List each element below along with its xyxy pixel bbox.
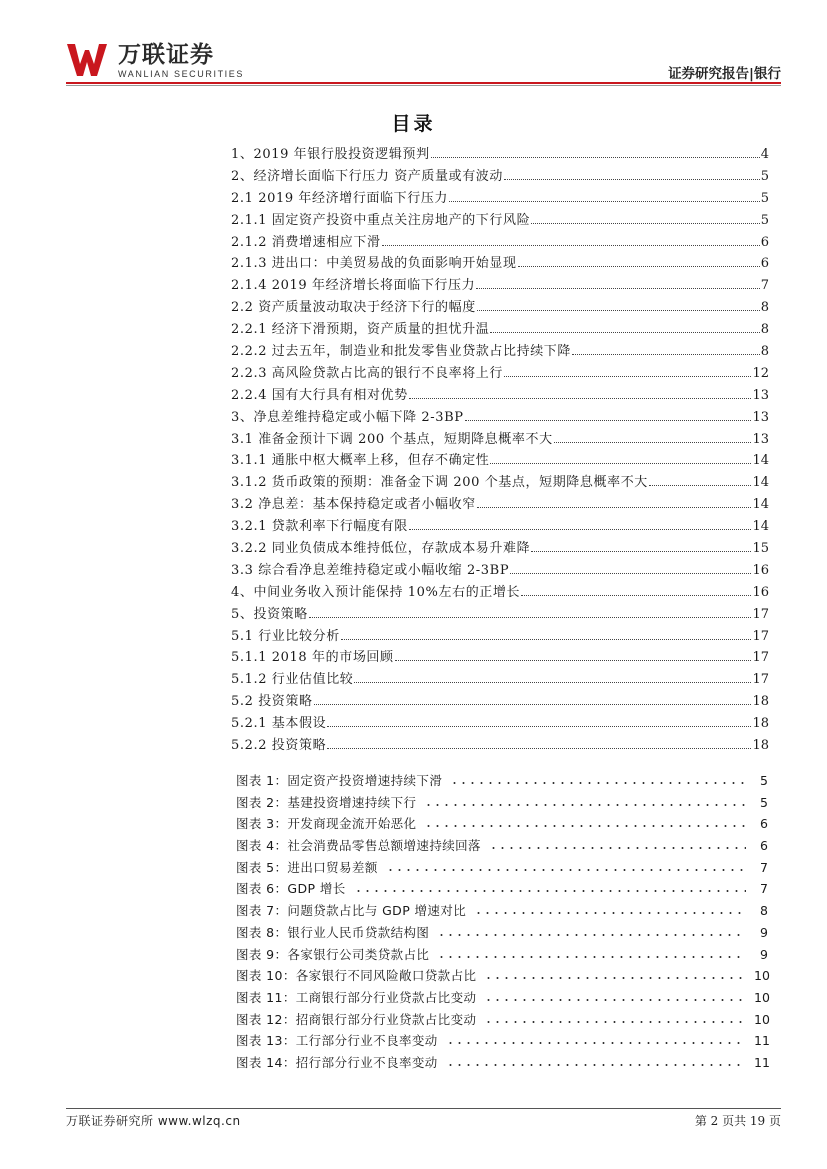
- figure-entry[interactable]: [236, 1031, 768, 1053]
- figure-entry-page: 9: [760, 924, 768, 940]
- dot-leader: [489, 838, 746, 850]
- toc-entry-label: 2.2.4 国有大行具有相对优势: [231, 387, 408, 403]
- toc-entry-label: 2.1.4 2019 年经济增长将面临下行压力: [231, 278, 476, 294]
- toc-entry-label: 2.1.2 消费增速相应下滑: [231, 234, 381, 250]
- dot-leader: [649, 485, 752, 486]
- toc-entry-label: 2.2 资产质量波动取决于经济下行的幅度: [231, 300, 476, 316]
- dot-leader: [450, 773, 746, 785]
- dot-leader: [484, 1012, 746, 1024]
- toc-entry[interactable]: [231, 692, 769, 714]
- toc-entry-label: 3、净息差维持稳定或小幅下降 2-3BP: [231, 409, 464, 425]
- toc-entry-label: 5.1.2 行业估值比较: [231, 672, 354, 688]
- toc-entry-label: 5.2 投资策略: [231, 694, 313, 710]
- toc-entry-page: 14: [752, 453, 769, 469]
- toc-entry[interactable]: [231, 254, 769, 276]
- toc-entry-page: 17: [752, 672, 769, 688]
- figure-entry-page: 7: [760, 859, 768, 875]
- dot-leader: [341, 639, 752, 640]
- dot-leader: [309, 617, 752, 618]
- toc-entry-label: 4、中间业务收入预计能保持 10%左右的正增长: [231, 584, 521, 600]
- dot-leader: [314, 704, 752, 705]
- figure-entry-label: 图表 11：工商银行部分行业贷款占比变动: [236, 989, 477, 1005]
- dot-leader: [504, 376, 751, 377]
- figure-entry-page: 11: [754, 1033, 770, 1049]
- footer-publisher: 万联证券研究所 www.wlzq.cn: [66, 1114, 241, 1128]
- toc-entry-label: 5.1.1 2018 年的市场回顾: [231, 650, 394, 666]
- toc-entry-page: 18: [752, 716, 769, 732]
- dot-leader: [484, 968, 746, 980]
- figure-entry[interactable]: [236, 858, 768, 880]
- toc-entry-page: 13: [752, 387, 769, 403]
- figure-entry-label: 图表 5：进出口贸易差额: [236, 859, 378, 875]
- toc-entry-label: 5.2.1 基本假设: [231, 716, 327, 732]
- figure-entry-label: 图表 6：GDP 增长: [236, 881, 346, 897]
- toc-entry[interactable]: [231, 276, 769, 298]
- dot-leader: [424, 816, 746, 828]
- toc-entry-page: 5: [760, 190, 769, 206]
- toc-entry-page: 8: [760, 344, 769, 360]
- toc-entry[interactable]: [231, 408, 769, 430]
- toc-entry-label: 2.2.3 高风险贷款占比高的银行不良率将上行: [231, 365, 504, 381]
- logo-english-name: WANLIAN SECURITIES: [118, 69, 244, 79]
- figure-entry[interactable]: [236, 901, 768, 923]
- toc-entry-label: 2.1.3 进出口：中美贸易战的负面影响开始显现: [231, 256, 517, 272]
- figure-entry[interactable]: [236, 966, 768, 988]
- dot-leader: [477, 310, 760, 311]
- toc-entry-page: 14: [752, 497, 769, 513]
- toc-entry-label: 5.1 行业比较分析: [231, 628, 340, 644]
- toc-entry[interactable]: [231, 298, 769, 320]
- toc-entry[interactable]: [231, 561, 769, 583]
- header-divider-gray: [66, 85, 781, 86]
- toc-entry-label: 3.1.1 通胀中枢大概率上移，但存不确定性: [231, 453, 490, 469]
- dot-leader: [484, 990, 746, 1002]
- dot-leader: [354, 682, 751, 683]
- dot-leader: [510, 573, 751, 574]
- toc-entry[interactable]: [231, 430, 769, 452]
- toc-entry-page: 13: [752, 431, 769, 447]
- header-divider-red: [66, 82, 781, 84]
- table-of-contents: [231, 145, 769, 758]
- dot-leader: [504, 179, 760, 180]
- dot-leader: [446, 1055, 746, 1067]
- toc-entry-label: 2、经济增长面临下行压力 资产质量或有波动: [231, 168, 504, 184]
- dot-leader: [446, 1033, 746, 1045]
- toc-entry-label: 2.1.1 固定资产投资中重点关注房地产的下行风险: [231, 212, 531, 228]
- dot-leader: [424, 795, 746, 807]
- toc-entry-label: 3.1 准备金预计下调 200 个基点，短期降息概率不大: [231, 431, 553, 447]
- page-number: 第 2 页共 19 页: [694, 1114, 781, 1128]
- dot-leader: [490, 463, 751, 464]
- figure-entry[interactable]: [236, 814, 768, 836]
- dot-leader: [327, 748, 751, 749]
- toc-entry[interactable]: [231, 714, 769, 736]
- toc-entry[interactable]: [231, 670, 769, 692]
- figure-entry-page: 7: [760, 881, 768, 897]
- figure-entry[interactable]: [236, 945, 768, 967]
- toc-entry-page: 12: [752, 365, 769, 381]
- toc-entry-page: 7: [760, 278, 769, 294]
- dot-leader: [409, 398, 752, 399]
- figure-entry-page: 6: [760, 838, 768, 854]
- toc-entry-label: 5、投资策略: [231, 606, 308, 622]
- dot-leader: [476, 288, 759, 289]
- dot-leader: [474, 903, 746, 915]
- figure-entry[interactable]: [236, 836, 768, 858]
- figure-entry[interactable]: [236, 771, 768, 793]
- toc-entry[interactable]: [231, 167, 769, 189]
- toc-entry-label: 1、2019 年银行股投资逻辑预判: [231, 147, 430, 162]
- toc-entry[interactable]: [231, 386, 769, 408]
- dot-leader: [521, 595, 751, 596]
- figure-entry-label: 图表 8：银行业人民币贷款结构图: [236, 924, 430, 940]
- toc-entry-page: 5: [760, 168, 769, 184]
- toc-entry[interactable]: [231, 736, 769, 758]
- toc-entry-label: 2.2.1 经济下滑预期，资产质量的担忧升温: [231, 322, 490, 338]
- toc-entry[interactable]: [231, 451, 769, 473]
- toc-entry[interactable]: [231, 583, 769, 605]
- logo-chinese-name: 万联证券: [118, 42, 214, 68]
- figure-entry[interactable]: [236, 923, 768, 945]
- footer-divider: [66, 1108, 781, 1109]
- toc-entry[interactable]: [231, 342, 769, 364]
- company-logo: [66, 42, 244, 82]
- toc-entry-page: 14: [752, 475, 769, 491]
- figure-entry-page: 10: [754, 989, 770, 1005]
- figure-entry-label: 图表 4：社会消费品零售总额增速持续回落: [236, 838, 481, 854]
- toc-entry[interactable]: [231, 495, 769, 517]
- toc-entry-page: 14: [752, 519, 769, 535]
- wanlian-logo-icon: [66, 42, 108, 78]
- figure-entry-page: 10: [754, 1011, 770, 1027]
- toc-entry-page: 18: [752, 738, 769, 754]
- dot-leader: [465, 420, 752, 421]
- toc-entry[interactable]: [231, 211, 769, 233]
- figure-entry-page: 6: [760, 816, 768, 832]
- figure-entry[interactable]: [236, 879, 768, 901]
- toc-entry[interactable]: [231, 189, 769, 211]
- toc-entry-page: 6: [760, 234, 769, 250]
- toc-entry[interactable]: [231, 627, 769, 649]
- toc-entry-page: 6: [760, 256, 769, 272]
- toc-entry-page: 15: [752, 541, 769, 557]
- figure-entry-page: 5: [760, 773, 768, 788]
- dot-leader: [354, 881, 746, 893]
- figure-entry[interactable]: [236, 988, 768, 1010]
- figure-entry-label: 图表 14：招行部分行业不良率变动: [236, 1054, 438, 1070]
- dot-leader: [531, 551, 751, 552]
- figure-entry-label: 图表 13：工行部分行业不良率变动: [236, 1033, 438, 1049]
- figure-entry-label: 图表 12：招商银行部分行业贷款占比变动: [236, 1011, 477, 1027]
- toc-entry-page: 16: [752, 584, 769, 600]
- toc-title: 目录: [391, 113, 436, 135]
- list-of-figures: [236, 771, 768, 1075]
- dot-leader: [437, 925, 746, 937]
- toc-entry-page: 8: [760, 322, 769, 338]
- figure-entry-page: 9: [760, 946, 768, 962]
- figure-entry[interactable]: [236, 1010, 768, 1032]
- toc-entry-label: 3.2.2 同业负债成本维持低位，存款成本易升难降: [231, 541, 531, 557]
- figure-entry-label: 图表 7：问题贷款占比与 GDP 增速对比: [236, 903, 467, 919]
- toc-entry-page: 16: [752, 562, 769, 578]
- toc-entry[interactable]: [231, 517, 769, 539]
- toc-entry-label: 5.2.2 投资策略: [231, 738, 327, 754]
- toc-entry-label: 2.1 2019 年经济增行面临下行压力: [231, 190, 449, 206]
- toc-entry[interactable]: [231, 473, 769, 495]
- toc-entry-page: 13: [752, 409, 769, 425]
- toc-entry-page: 17: [752, 606, 769, 622]
- dot-leader: [518, 266, 760, 267]
- dot-leader: [531, 223, 760, 224]
- dot-leader: [490, 332, 759, 333]
- dot-leader: [431, 157, 760, 158]
- toc-entry-page: 8: [760, 300, 769, 316]
- figure-entry-label: 图表 1：固定资产投资增速持续下滑: [236, 773, 443, 788]
- dot-leader: [395, 660, 752, 661]
- dot-leader: [382, 245, 760, 246]
- toc-entry-page: 4: [760, 147, 769, 162]
- toc-entry-page: 18: [752, 694, 769, 710]
- dot-leader: [437, 947, 746, 959]
- toc-entry-page: 17: [752, 628, 769, 644]
- toc-entry-label: 3.3 综合看净息差维持稳定或小幅收缩 2-3BP: [231, 562, 510, 578]
- report-type-label: 证券研究报告|银行: [668, 66, 781, 82]
- toc-entry-label: 3.2 净息差：基本保持稳定或者小幅收窄: [231, 497, 476, 513]
- dot-leader: [554, 442, 752, 443]
- figure-entry-label: 图表 9：各家银行公司类贷款占比: [236, 946, 430, 962]
- toc-entry-label: 2.2.2 过去五年，制造业和批发零售业贷款占比持续下降: [231, 344, 572, 360]
- toc-entry[interactable]: [231, 539, 769, 561]
- dot-leader: [327, 726, 751, 727]
- toc-entry[interactable]: [231, 605, 769, 627]
- figure-entry-label: 图表 2：基建投资增速持续下行: [236, 794, 417, 810]
- toc-entry[interactable]: [231, 648, 769, 670]
- figure-entry-label: 图表 3：开发商现金流开始恶化: [236, 816, 417, 832]
- dot-leader: [572, 354, 760, 355]
- toc-entry-label: 3.2.1 贷款利率下行幅度有限: [231, 519, 408, 535]
- figure-entry[interactable]: [236, 793, 768, 815]
- figure-entry-page: 5: [760, 794, 768, 810]
- page-header: [0, 0, 827, 90]
- dot-leader: [449, 201, 760, 202]
- toc-entry[interactable]: [231, 364, 769, 386]
- toc-entry[interactable]: [231, 145, 769, 167]
- figure-entry-label: 图表 10：各家银行不同风险敞口贷款占比: [236, 968, 477, 984]
- toc-entry[interactable]: [231, 233, 769, 255]
- toc-entry-label: 3.1.2 货币政策的预期：准备金下调 200 个基点，短期降息概率不大: [231, 475, 648, 491]
- toc-entry-page: 17: [752, 650, 769, 666]
- toc-entry[interactable]: [231, 320, 769, 342]
- dot-leader: [386, 860, 746, 872]
- figure-entry[interactable]: [236, 1053, 768, 1075]
- figure-entry-page: 11: [754, 1054, 770, 1070]
- dot-leader: [409, 529, 752, 530]
- dot-leader: [477, 507, 752, 508]
- toc-entry-page: 5: [760, 212, 769, 228]
- figure-entry-page: 8: [760, 903, 768, 919]
- figure-entry-page: 10: [754, 968, 770, 984]
